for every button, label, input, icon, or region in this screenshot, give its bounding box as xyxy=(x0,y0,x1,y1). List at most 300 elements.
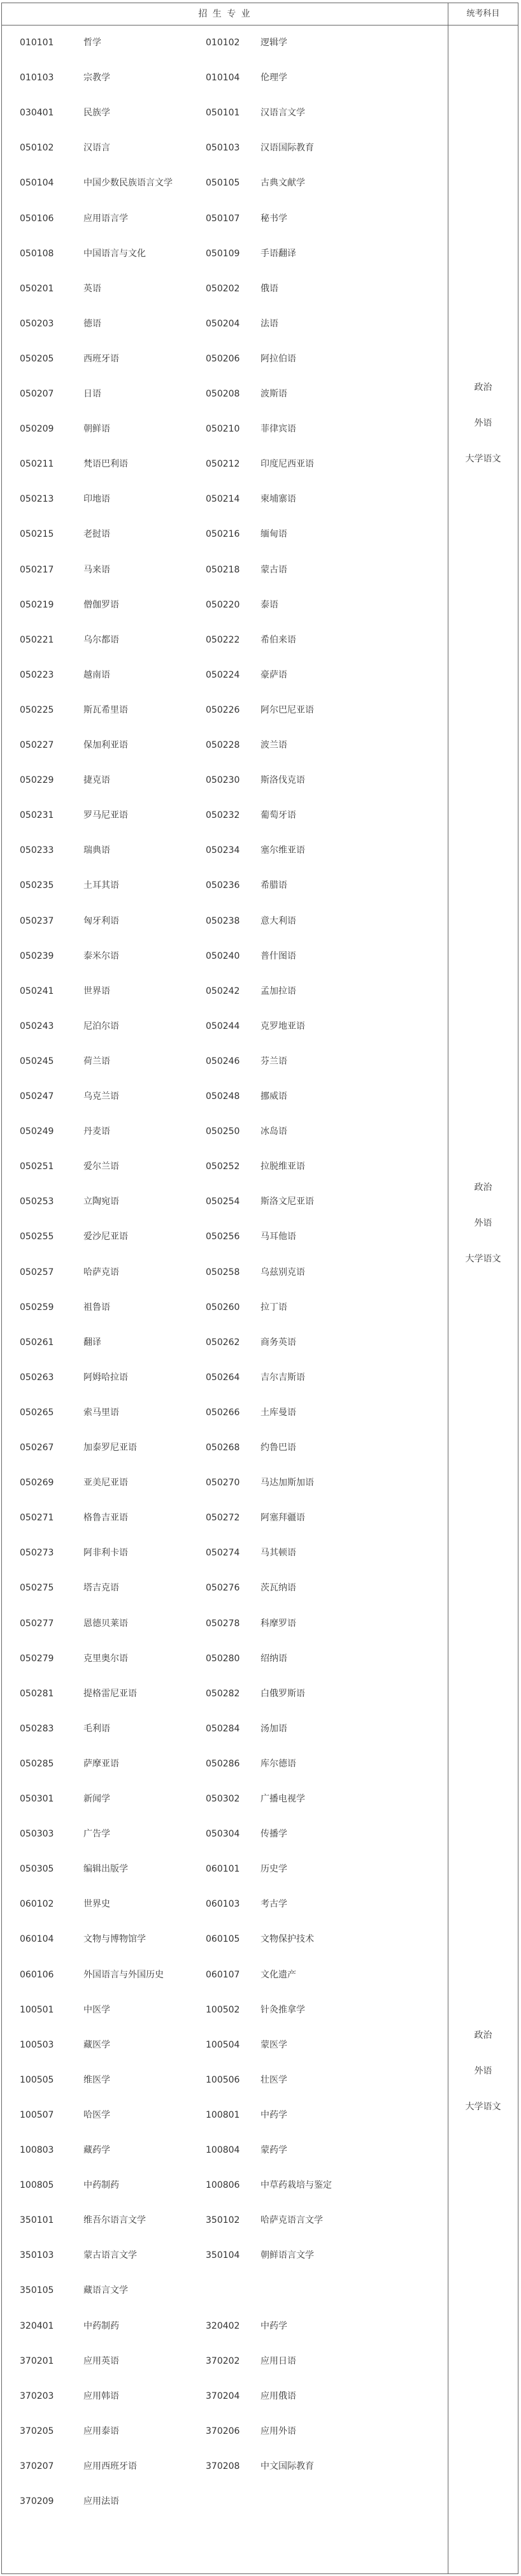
major-name-right: 普什图语 xyxy=(260,950,296,961)
major-code-left: 050227 xyxy=(20,740,54,750)
table-row xyxy=(2,974,448,1008)
major-code-right: 100801 xyxy=(206,2109,240,2120)
major-name-left: 荷兰语 xyxy=(83,1056,110,1066)
major-name-left: 萨摩亚语 xyxy=(83,1758,119,1769)
major-name-right: 中药学 xyxy=(260,2320,287,2331)
major-name-right: 应用外语 xyxy=(260,2426,296,2436)
table-row xyxy=(2,833,448,868)
major-code-left: 100803 xyxy=(20,2145,54,2155)
major-name-left: 维医学 xyxy=(83,2074,110,2085)
major-name-left: 土耳其语 xyxy=(83,880,119,891)
major-code-right: 050270 xyxy=(206,1478,240,1488)
exam-subject-group xyxy=(448,1170,518,1277)
exam-subject: 大学语文 xyxy=(465,2102,501,2112)
major-code-left: 050249 xyxy=(20,1126,54,1137)
major-code-right: 100806 xyxy=(206,2180,240,2191)
major-code-right: 050107 xyxy=(206,213,240,224)
major-code-right: 350104 xyxy=(206,2250,240,2261)
table-row xyxy=(2,412,448,446)
table-row xyxy=(2,728,448,762)
table-row xyxy=(2,1677,448,1711)
major-code-right: 050226 xyxy=(206,704,240,715)
major-code-left: 100505 xyxy=(20,2074,54,2085)
major-code-left: 050259 xyxy=(20,1302,54,1313)
major-code-left: 370207 xyxy=(20,2461,54,2471)
major-name-right: 豪萨语 xyxy=(260,669,287,680)
table-row xyxy=(2,1079,448,1114)
major-code-right: 050230 xyxy=(206,775,240,786)
major-code-left: 100507 xyxy=(20,2109,54,2120)
major-code-right: 050284 xyxy=(206,1723,240,1734)
major-code-left: 370201 xyxy=(20,2355,54,2366)
major-name-left: 藏医学 xyxy=(83,2039,110,2050)
major-name-right: 中药学 xyxy=(260,2109,287,2120)
major-name-right: 意大利语 xyxy=(260,915,296,926)
major-code-right: 050103 xyxy=(206,143,240,154)
major-code-right: 050274 xyxy=(206,1548,240,1559)
table-row xyxy=(2,2098,448,2132)
major-name-left: 爱尔兰语 xyxy=(83,1161,119,1172)
major-name-left: 藏药学 xyxy=(83,2145,110,2155)
major-name-right: 朝鲜语言文学 xyxy=(260,2250,314,2261)
major-name-left: 蒙古语言文学 xyxy=(83,2250,137,2261)
major-code-left: 050211 xyxy=(20,459,54,470)
major-name-left: 应用西班牙语 xyxy=(83,2461,137,2471)
major-name-right: 拉丁语 xyxy=(260,1302,287,1313)
major-code-left: 050104 xyxy=(20,178,54,189)
major-name-left: 瑞典语 xyxy=(83,845,110,856)
table-row xyxy=(2,1009,448,1044)
major-name-right: 克罗地亚语 xyxy=(260,1021,305,1031)
major-name-left: 毛利语 xyxy=(83,1723,110,1734)
table-row xyxy=(2,1922,448,1956)
major-code-left: 050203 xyxy=(20,318,54,329)
major-name-right: 科摩罗语 xyxy=(260,1618,296,1629)
major-code-right: 050256 xyxy=(206,1232,240,1242)
table-row xyxy=(2,1712,448,1746)
major-code-right: 060103 xyxy=(206,1899,240,1910)
major-code-left: 050265 xyxy=(20,1407,54,1418)
major-name-right: 逻辑学 xyxy=(260,38,287,48)
major-code-left: 050281 xyxy=(20,1688,54,1699)
major-code-left: 050219 xyxy=(20,599,54,610)
major-code-left: 050273 xyxy=(20,1548,54,1559)
major-code-left: 350101 xyxy=(20,2215,54,2226)
major-name-left: 克里奥尔语 xyxy=(83,1653,128,1664)
major-code-left: 050247 xyxy=(20,1091,54,1102)
major-name-left: 捷克语 xyxy=(83,775,110,786)
major-code-right: 050216 xyxy=(206,529,240,540)
table-row xyxy=(2,2203,448,2238)
exam-subject: 政治 xyxy=(474,382,492,393)
major-code-right: 050109 xyxy=(206,248,240,259)
table-row xyxy=(2,1255,448,1290)
major-code-right: 050224 xyxy=(206,669,240,680)
major-name-right: 泰语 xyxy=(260,599,278,610)
major-name-left: 广告学 xyxy=(83,1829,110,1840)
major-code-left: 350103 xyxy=(20,2250,54,2261)
major-code-right: 010104 xyxy=(206,73,240,84)
major-name-right: 吉尔吉斯语 xyxy=(260,1372,305,1383)
table-row xyxy=(2,25,448,60)
major-name-right: 茨瓦纳语 xyxy=(260,1583,296,1594)
major-name-left: 乌克兰语 xyxy=(83,1091,119,1102)
major-code-right: 050236 xyxy=(206,880,240,891)
major-name-left: 汉语言 xyxy=(83,143,110,154)
major-name-left: 马来语 xyxy=(83,564,110,575)
major-code-left: 050255 xyxy=(20,1232,54,1242)
major-name-left: 爱沙尼亚语 xyxy=(83,1232,128,1242)
major-code-left: 050106 xyxy=(20,213,54,224)
major-code-right: 050212 xyxy=(206,459,240,470)
major-name-left: 应用语言学 xyxy=(83,213,128,224)
major-code-right: 050260 xyxy=(206,1302,240,1313)
major-code-left: 050235 xyxy=(20,880,54,891)
major-name-right: 缅甸语 xyxy=(260,529,287,540)
major-code-left: 050243 xyxy=(20,1021,54,1031)
major-name-left: 恩德贝莱语 xyxy=(83,1618,128,1629)
major-code-left: 050233 xyxy=(20,845,54,856)
major-code-right: 050248 xyxy=(206,1091,240,1102)
major-name-left: 塔吉克语 xyxy=(83,1583,119,1594)
major-name-right: 俄语 xyxy=(260,283,278,294)
table-row xyxy=(2,1501,448,1535)
major-name-right: 传播学 xyxy=(260,1829,287,1840)
major-code-left: 050267 xyxy=(20,1443,54,1453)
major-code-right: 050254 xyxy=(206,1197,240,1207)
major-name-right: 蒙古语 xyxy=(260,564,287,575)
major-code-right: 370204 xyxy=(206,2390,240,2401)
table-row xyxy=(2,1044,448,1079)
major-name-right: 汉语国际教育 xyxy=(260,143,314,154)
exam-subject: 政治 xyxy=(474,1182,492,1193)
table-row xyxy=(2,1149,448,1184)
major-name-left: 乌尔都语 xyxy=(83,634,119,645)
major-name-right: 手语翻译 xyxy=(260,248,296,259)
major-name-left: 英语 xyxy=(83,283,101,294)
major-code-left: 050237 xyxy=(20,915,54,926)
table-row xyxy=(2,1395,448,1430)
major-code-right: 050202 xyxy=(206,283,240,294)
major-name-right: 文物保护技术 xyxy=(260,1934,314,1945)
major-code-left: 050285 xyxy=(20,1758,54,1769)
major-name-left: 丹麦语 xyxy=(83,1126,110,1137)
major-name-right: 历史学 xyxy=(260,1864,287,1875)
table-row xyxy=(2,482,448,516)
major-name-left: 日语 xyxy=(83,389,101,399)
major-code-right: 060107 xyxy=(206,1969,240,1980)
major-code-right: 050204 xyxy=(206,318,240,329)
major-code-right: 050258 xyxy=(206,1267,240,1277)
table-row xyxy=(2,1184,448,1219)
table-row xyxy=(2,1360,448,1395)
major-name-right: 挪威语 xyxy=(260,1091,287,1102)
major-code-right: 050220 xyxy=(206,599,240,610)
major-code-left: 100805 xyxy=(20,2180,54,2191)
major-name-left: 中药制药 xyxy=(83,2320,119,2331)
major-name-right: 希伯来语 xyxy=(260,634,296,645)
table-row xyxy=(2,2273,448,2308)
major-code-right: 100504 xyxy=(206,2039,240,2050)
table-row xyxy=(2,1325,448,1360)
major-name-left: 文物与博物馆学 xyxy=(83,1934,146,1945)
major-code-right: 050250 xyxy=(206,1126,240,1137)
table-row xyxy=(2,1114,448,1149)
table-row xyxy=(2,1993,448,2027)
major-name-right: 阿塞拜疆语 xyxy=(260,1513,305,1524)
major-name-left: 世界史 xyxy=(83,1899,110,1910)
major-name-left: 罗马尼亚语 xyxy=(83,810,128,821)
major-name-left: 立陶宛语 xyxy=(83,1197,119,1207)
major-code-right: 050210 xyxy=(206,424,240,435)
table-row xyxy=(2,517,448,551)
table-row xyxy=(2,1887,448,1921)
major-name-right: 法语 xyxy=(260,318,278,329)
major-code-right: 050286 xyxy=(206,1758,240,1769)
major-code-right: 050242 xyxy=(206,986,240,996)
major-code-right: 050264 xyxy=(206,1372,240,1383)
table-row xyxy=(2,798,448,833)
major-code-right: 050262 xyxy=(206,1337,240,1348)
major-code-right: 050101 xyxy=(206,108,240,119)
table-row xyxy=(2,1219,448,1254)
table-row xyxy=(2,904,448,938)
major-name-right: 商务英语 xyxy=(260,1337,296,1348)
major-code-left: 030401 xyxy=(20,108,54,119)
major-code-left: 100503 xyxy=(20,2039,54,2050)
major-code-right: 050246 xyxy=(206,1056,240,1066)
major-code-right: 320402 xyxy=(206,2320,240,2331)
major-code-left: 050251 xyxy=(20,1161,54,1172)
table-row xyxy=(2,1430,448,1465)
major-code-left: 050305 xyxy=(20,1864,54,1875)
major-name-right: 土库曼语 xyxy=(260,1407,296,1418)
major-name-left: 新闻学 xyxy=(83,1794,110,1804)
major-name-right: 阿拉伯语 xyxy=(260,353,296,364)
major-code-right: 060105 xyxy=(206,1934,240,1945)
table-row xyxy=(2,1641,448,1676)
major-code-left: 050108 xyxy=(20,248,54,259)
major-code-left: 050209 xyxy=(20,424,54,435)
major-code-left: 050253 xyxy=(20,1197,54,1207)
table-row xyxy=(2,623,448,657)
table-row xyxy=(2,2414,448,2449)
header-exam-subjects: 统考科目 xyxy=(466,9,500,18)
major-code-right: 050302 xyxy=(206,1794,240,1804)
table-row xyxy=(2,868,448,903)
major-name-right: 波斯语 xyxy=(260,389,287,399)
major-name-left: 世界语 xyxy=(83,986,110,996)
table-row xyxy=(2,763,448,797)
major-name-right: 阿尔巴尼亚语 xyxy=(260,704,314,715)
major-name-right: 波兰语 xyxy=(260,740,287,750)
major-code-right: 050304 xyxy=(206,1829,240,1840)
table-row xyxy=(2,236,448,271)
major-code-left: 050263 xyxy=(20,1372,54,1383)
major-name-right: 广播电视学 xyxy=(260,1794,305,1804)
major-code-left: 100501 xyxy=(20,2004,54,2015)
major-name-left: 应用法语 xyxy=(83,2496,119,2507)
major-name-left: 加泰罗尼亚语 xyxy=(83,1443,137,1453)
major-name-left: 印地语 xyxy=(83,494,110,505)
table-row xyxy=(2,166,448,200)
major-code-left: 050221 xyxy=(20,634,54,645)
exam-subject: 政治 xyxy=(474,2030,492,2041)
table-row xyxy=(2,377,448,411)
table-row xyxy=(2,272,448,306)
table-row xyxy=(2,1606,448,1641)
major-name-left: 西班牙语 xyxy=(83,353,119,364)
major-code-right: 050268 xyxy=(206,1443,240,1453)
major-name-left: 哲学 xyxy=(83,38,101,48)
table-row xyxy=(2,201,448,236)
table-row xyxy=(2,1290,448,1325)
major-code-left: 050241 xyxy=(20,986,54,996)
table-row xyxy=(2,1571,448,1605)
table-row xyxy=(2,1536,448,1570)
major-name-left: 外国语言与外国历史 xyxy=(83,1969,164,1980)
header-majors: 招 生 专 业 xyxy=(2,3,448,25)
major-code-left: 060106 xyxy=(20,1969,54,1980)
table-row xyxy=(2,1817,448,1851)
major-name-right: 应用俄语 xyxy=(260,2390,296,2401)
major-name-right: 柬埔寨语 xyxy=(260,494,296,505)
table-row xyxy=(2,1782,448,1816)
major-name-left: 尼泊尔语 xyxy=(83,1021,119,1031)
major-name-right: 拉脱维亚语 xyxy=(260,1161,305,1172)
table-row xyxy=(2,61,448,95)
major-code-left: 050257 xyxy=(20,1267,54,1277)
major-name-left: 维吾尔语言文学 xyxy=(83,2215,146,2226)
major-name-left: 阿姆哈拉语 xyxy=(83,1372,128,1383)
major-name-left: 应用英语 xyxy=(83,2355,119,2366)
major-code-right: 370206 xyxy=(206,2426,240,2436)
major-name-left: 哈医学 xyxy=(83,2109,110,2120)
table-row xyxy=(2,2238,448,2273)
table-row xyxy=(2,588,448,622)
major-code-right: 060101 xyxy=(206,1864,240,1875)
table-row xyxy=(2,1958,448,1992)
major-code-left: 370205 xyxy=(20,2426,54,2436)
major-name-right: 印度尼西亚语 xyxy=(260,459,314,470)
major-code-right: 050278 xyxy=(206,1618,240,1629)
major-code-right: 050228 xyxy=(206,740,240,750)
major-name-right: 马耳他语 xyxy=(260,1232,296,1242)
major-code-right: 050276 xyxy=(206,1583,240,1594)
major-name-left: 索马里语 xyxy=(83,1407,119,1418)
major-name-left: 老挝语 xyxy=(83,529,110,540)
major-code-right: 050272 xyxy=(206,1513,240,1524)
table-header xyxy=(2,3,518,25)
major-name-right: 哈萨克语言文学 xyxy=(260,2215,323,2226)
major-name-left: 应用韩语 xyxy=(83,2390,119,2401)
table-row xyxy=(2,2028,448,2062)
major-code-left: 050301 xyxy=(20,1794,54,1804)
major-name-right: 中草药栽培与鉴定 xyxy=(260,2180,332,2191)
major-code-right: 050105 xyxy=(206,178,240,189)
major-code-left: 050201 xyxy=(20,283,54,294)
exam-subject: 外语 xyxy=(474,1218,492,1228)
major-name-left: 哈萨克语 xyxy=(83,1267,119,1277)
exam-subject: 外语 xyxy=(474,418,492,428)
major-code-left: 370209 xyxy=(20,2496,54,2507)
major-name-right: 约鲁巴语 xyxy=(260,1443,296,1453)
major-name-right: 秘书学 xyxy=(260,213,287,224)
major-code-right: 050252 xyxy=(206,1161,240,1172)
major-name-left: 宗教学 xyxy=(83,73,110,84)
major-name-left: 编辑出版学 xyxy=(83,1864,128,1875)
major-code-right: 050240 xyxy=(206,950,240,961)
major-name-left: 保加利亚语 xyxy=(83,740,128,750)
major-name-left: 匈牙利语 xyxy=(83,915,119,926)
table-row xyxy=(2,2168,448,2202)
major-name-left: 祖鲁语 xyxy=(83,1302,110,1313)
table-row xyxy=(2,1466,448,1500)
table-row xyxy=(2,939,448,973)
major-name-right: 蒙医学 xyxy=(260,2039,287,2050)
major-name-right: 白俄罗斯语 xyxy=(260,1688,305,1699)
major-code-left: 050283 xyxy=(20,1723,54,1734)
table-row xyxy=(2,553,448,587)
major-name-right: 塞尔维亚语 xyxy=(260,845,305,856)
major-code-right: 350102 xyxy=(206,2215,240,2226)
major-name-left: 格鲁吉亚语 xyxy=(83,1513,128,1524)
major-name-left: 中药制药 xyxy=(83,2180,119,2191)
major-name-left: 越南语 xyxy=(83,669,110,680)
major-code-right: 100804 xyxy=(206,2145,240,2155)
major-name-right: 壮医学 xyxy=(260,2074,287,2085)
major-code-left: 350105 xyxy=(20,2285,54,2296)
major-code-left: 060102 xyxy=(20,1899,54,1910)
table-row xyxy=(2,2063,448,2097)
major-code-left: 370203 xyxy=(20,2390,54,2401)
table-row xyxy=(2,2449,448,2484)
major-name-left: 僧伽罗语 xyxy=(83,599,119,610)
major-code-left: 050229 xyxy=(20,775,54,786)
major-name-left: 中国少数民族语言文学 xyxy=(83,178,173,189)
major-code-left: 050223 xyxy=(20,669,54,680)
table-row xyxy=(2,2344,448,2378)
major-code-left: 050303 xyxy=(20,1829,54,1840)
major-name-right: 库尔德语 xyxy=(260,1758,296,1769)
table-row xyxy=(2,307,448,341)
major-code-left: 050231 xyxy=(20,810,54,821)
major-code-right: 050232 xyxy=(206,810,240,821)
table-row xyxy=(2,693,448,727)
major-name-left: 德语 xyxy=(83,318,101,329)
major-name-right: 应用日语 xyxy=(260,2355,296,2366)
major-code-right: 050266 xyxy=(206,1407,240,1418)
major-name-right: 芬兰语 xyxy=(260,1056,287,1066)
table-row xyxy=(2,131,448,165)
major-code-right: 050214 xyxy=(206,494,240,505)
major-code-right: 010102 xyxy=(206,38,240,48)
major-name-right: 葡萄牙语 xyxy=(260,810,296,821)
major-name-right: 绍纳语 xyxy=(260,1653,287,1664)
major-code-left: 060104 xyxy=(20,1934,54,1945)
major-code-left: 050275 xyxy=(20,1583,54,1594)
major-name-right: 文化遗产 xyxy=(260,1969,296,1980)
major-code-right: 050234 xyxy=(206,845,240,856)
major-code-left: 050269 xyxy=(20,1478,54,1488)
major-name-right: 希腊语 xyxy=(260,880,287,891)
major-name-right: 斯洛文尼亚语 xyxy=(260,1197,314,1207)
major-code-left: 050205 xyxy=(20,353,54,364)
exam-subject: 外语 xyxy=(474,2066,492,2076)
major-name-right: 汤加语 xyxy=(260,1723,287,1734)
major-code-right: 050238 xyxy=(206,915,240,926)
major-name-left: 翻译 xyxy=(83,1337,101,1348)
